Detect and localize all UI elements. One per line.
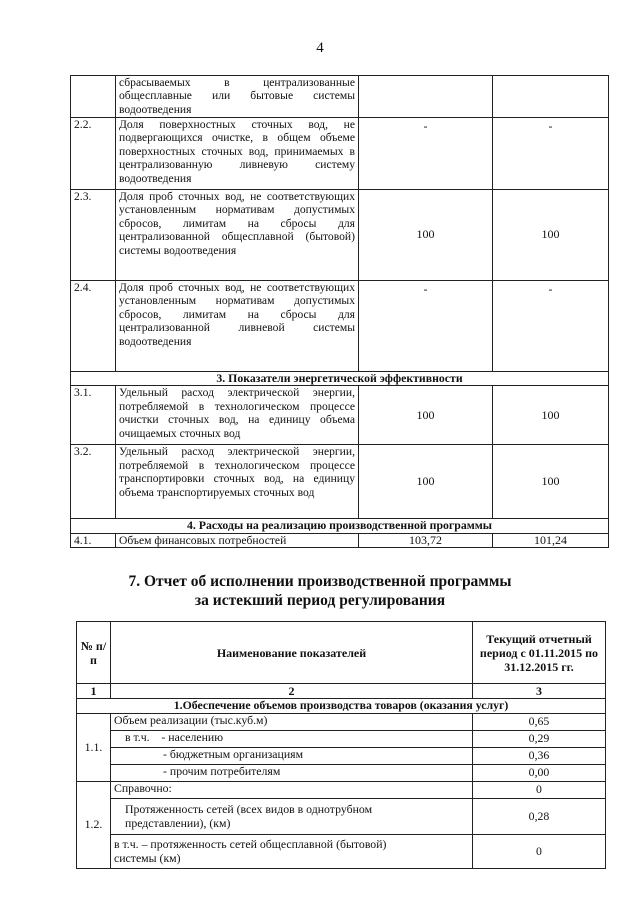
section-title: 1.Обеспечение объемов производства товаров (оказания услуг) — [77, 699, 606, 714]
column-numbers-row — [77, 684, 606, 699]
row-number: 3.2. — [71, 445, 116, 519]
value-cell: - — [493, 281, 609, 372]
value-cell: 0,00 — [473, 765, 606, 782]
table-row — [71, 76, 609, 118]
indicator-name: Справочно: — [111, 782, 473, 799]
indicator-name: сбрасываемых в централизованные общесплавные или бытовые системы водоотведения — [116, 76, 359, 118]
value-cell: - — [493, 118, 609, 190]
value-cell: 100 — [359, 386, 493, 445]
table-row — [77, 835, 606, 869]
indicator-name: Объем финансовых потребностей — [116, 533, 359, 547]
section-row — [77, 699, 606, 714]
column-number: 1 — [77, 684, 111, 699]
value-cell: 0 — [473, 835, 606, 869]
value-cell — [493, 76, 609, 118]
value-cell: 0,29 — [473, 731, 606, 748]
row-number: 1.1. — [77, 714, 111, 782]
report-table — [76, 621, 606, 869]
indicator-name: в т.ч. - населению — [111, 731, 473, 748]
row-number: 3.1. — [71, 386, 116, 445]
table-row — [77, 765, 606, 782]
value-cell: - — [359, 281, 493, 372]
indicators-table — [70, 75, 609, 548]
value-cell: 103,72 — [359, 533, 493, 547]
table-row — [71, 533, 609, 547]
value-cell: 0,28 — [473, 799, 606, 835]
column-number: 3 — [473, 684, 606, 699]
indicator-name: Объем реализации (тыс.куб.м) — [111, 714, 473, 731]
header-number: № п/п — [77, 622, 111, 684]
value-cell: 0 — [473, 782, 606, 799]
indicator-name: Доля поверхностных сточных вод, не подвергающихся очистке, в общем объеме поверхностных сточных вод, принимаемых в централизованную ливневую систему водоотведения — [116, 118, 359, 190]
heading-line: за истекший период регулирования — [194, 592, 446, 609]
heading-line: 7. Отчет об исполнении производственной программы — [128, 573, 512, 590]
value-cell: 100 — [493, 190, 609, 281]
section-title: 4. Расходы на реализацию производственной программы — [71, 519, 609, 533]
indicator-name: Удельный расход электрической энергии, потребляемой в технологическом процессе транспортировки сточных вод, на единицу объема транспортируемых сточных вод — [116, 445, 359, 519]
table-row — [77, 731, 606, 748]
value-cell: 100 — [493, 445, 609, 519]
header-period: Текущий отчетный период с 01.11.2015 по 31.12.2015 гг. — [473, 622, 606, 684]
value-cell: 100 — [493, 386, 609, 445]
row-number — [71, 76, 116, 118]
value-cell: 100 — [359, 445, 493, 519]
indicator-name: Удельный расход электрической энергии, потребляемой в технологическом процессе очистки сточных вод, на единицу объема очищаемых сточных вод — [116, 386, 359, 445]
value-cell: 0,36 — [473, 748, 606, 765]
section-row — [71, 372, 609, 386]
indicator-name: - прочим потребителям — [111, 765, 473, 782]
row-number: 2.4. — [71, 281, 116, 372]
section-row — [71, 519, 609, 533]
row-number: 2.2. — [71, 118, 116, 190]
table-row — [71, 281, 609, 372]
row-number: 2.3. — [71, 190, 116, 281]
indicator-name: Протяженность сетей (всех видов в однотрубном представлении), (км) — [111, 799, 473, 835]
table-row — [71, 445, 609, 519]
column-number: 2 — [111, 684, 473, 699]
indicator-name: Доля проб сточных вод, не соответствующих установленным нормативам допустимых сбросов, лимитам на сбросы для централизованной общесплавной (бытовой) системы водоотведения — [116, 190, 359, 281]
value-cell: 101,24 — [493, 533, 609, 547]
table-row — [77, 748, 606, 765]
row-number: 4.1. — [71, 533, 116, 547]
table-row — [71, 118, 609, 190]
value-cell — [359, 76, 493, 118]
indicator-name: Доля проб сточных вод, не соответствующих установленным нормативам допустимых сбросов, лимитам на сбросы для централизованной ливневой системы водоотведения — [116, 281, 359, 372]
value-cell: 0,65 — [473, 714, 606, 731]
section-title: 3. Показатели энергетической эффективности — [71, 372, 609, 386]
table-row — [77, 714, 606, 731]
table-row — [77, 799, 606, 835]
header-row — [77, 622, 606, 684]
row-number: 1.2. — [77, 782, 111, 869]
table-row — [71, 386, 609, 445]
indicator-name: в т.ч. – протяженность сетей общесплавной (бытовой) системы (км) — [111, 835, 473, 869]
header-name: Наименование показателей — [111, 622, 473, 684]
value-cell: 100 — [359, 190, 493, 281]
value-cell: - — [359, 118, 493, 190]
table-row — [71, 190, 609, 281]
section-heading — [0, 572, 640, 610]
table-row — [77, 782, 606, 799]
page-number: 4 — [316, 40, 324, 56]
indicator-name: - бюджетным организациям — [111, 748, 473, 765]
